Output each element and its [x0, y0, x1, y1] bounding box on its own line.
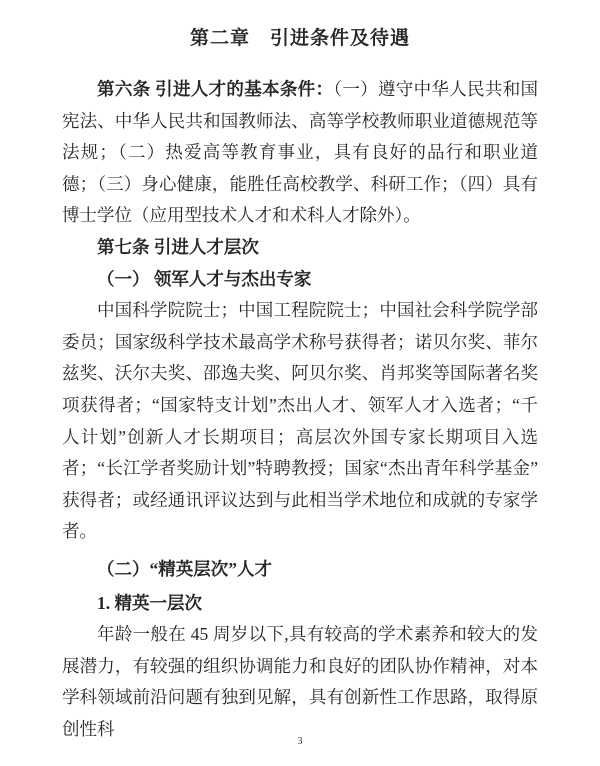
document-content — [62, 26, 538, 745]
article-7-heading: 第七条 引进人才层次 — [97, 236, 259, 257]
subsection-1-heading: 1. 精英一层次 — [97, 592, 202, 613]
section-1-paragraph: 中国科学院院士；中国工程院院士；中国社会科学院学部委员；国家级科学技术最高学术称号获得者；诺贝尔奖、菲尔兹奖、沃尔夫奖、邵逸夫奖、阿贝尔奖、肖邦奖等国际著名奖项获得者；“国家特支计划”杰出人才、领军人才入选者；“千人计划”创新人才长期项目；高层次外国专家长期项目入选者；“长江学者奖励计划”特聘教授；国家“杰出青年科学基金”获得者；或经通讯评议达到与此相当学术地位和成就的专家学者。 — [62, 300, 538, 542]
section-2-heading: （二）“精英层次”人才 — [97, 558, 272, 579]
article-6-paragraph — [62, 74, 538, 232]
page-number: 3 — [297, 736, 303, 747]
subsection-1-paragraph: 年龄一般在 45 周岁以下,具有较高的学术素养和较大的发展潜力，有较强的组织协调能力和良好的团队协作精神，对本学科领域前沿问题有独到见解，具有创新性工作思路，取得原创性科 — [62, 624, 538, 739]
chapter-title: 第二章 引进条件及待遇 — [189, 28, 410, 49]
section-1-heading: （一） 领军人才与杰出专家 — [97, 268, 312, 289]
article-6-lead: 第六条 引进人才的基本条件： — [97, 79, 334, 99]
article-6-body: （一）遵守中华人民共和国宪法、中华人民共和国教师法、高等学校教师职业道德规范等法规；（二）热爱高等教育事业，具有良好的品行和职业道德；（三）身心健康，能胜任高校教学、科研工作；（四）具有博士学位（应用型技术人才和术科人才除外）。 — [62, 79, 539, 226]
